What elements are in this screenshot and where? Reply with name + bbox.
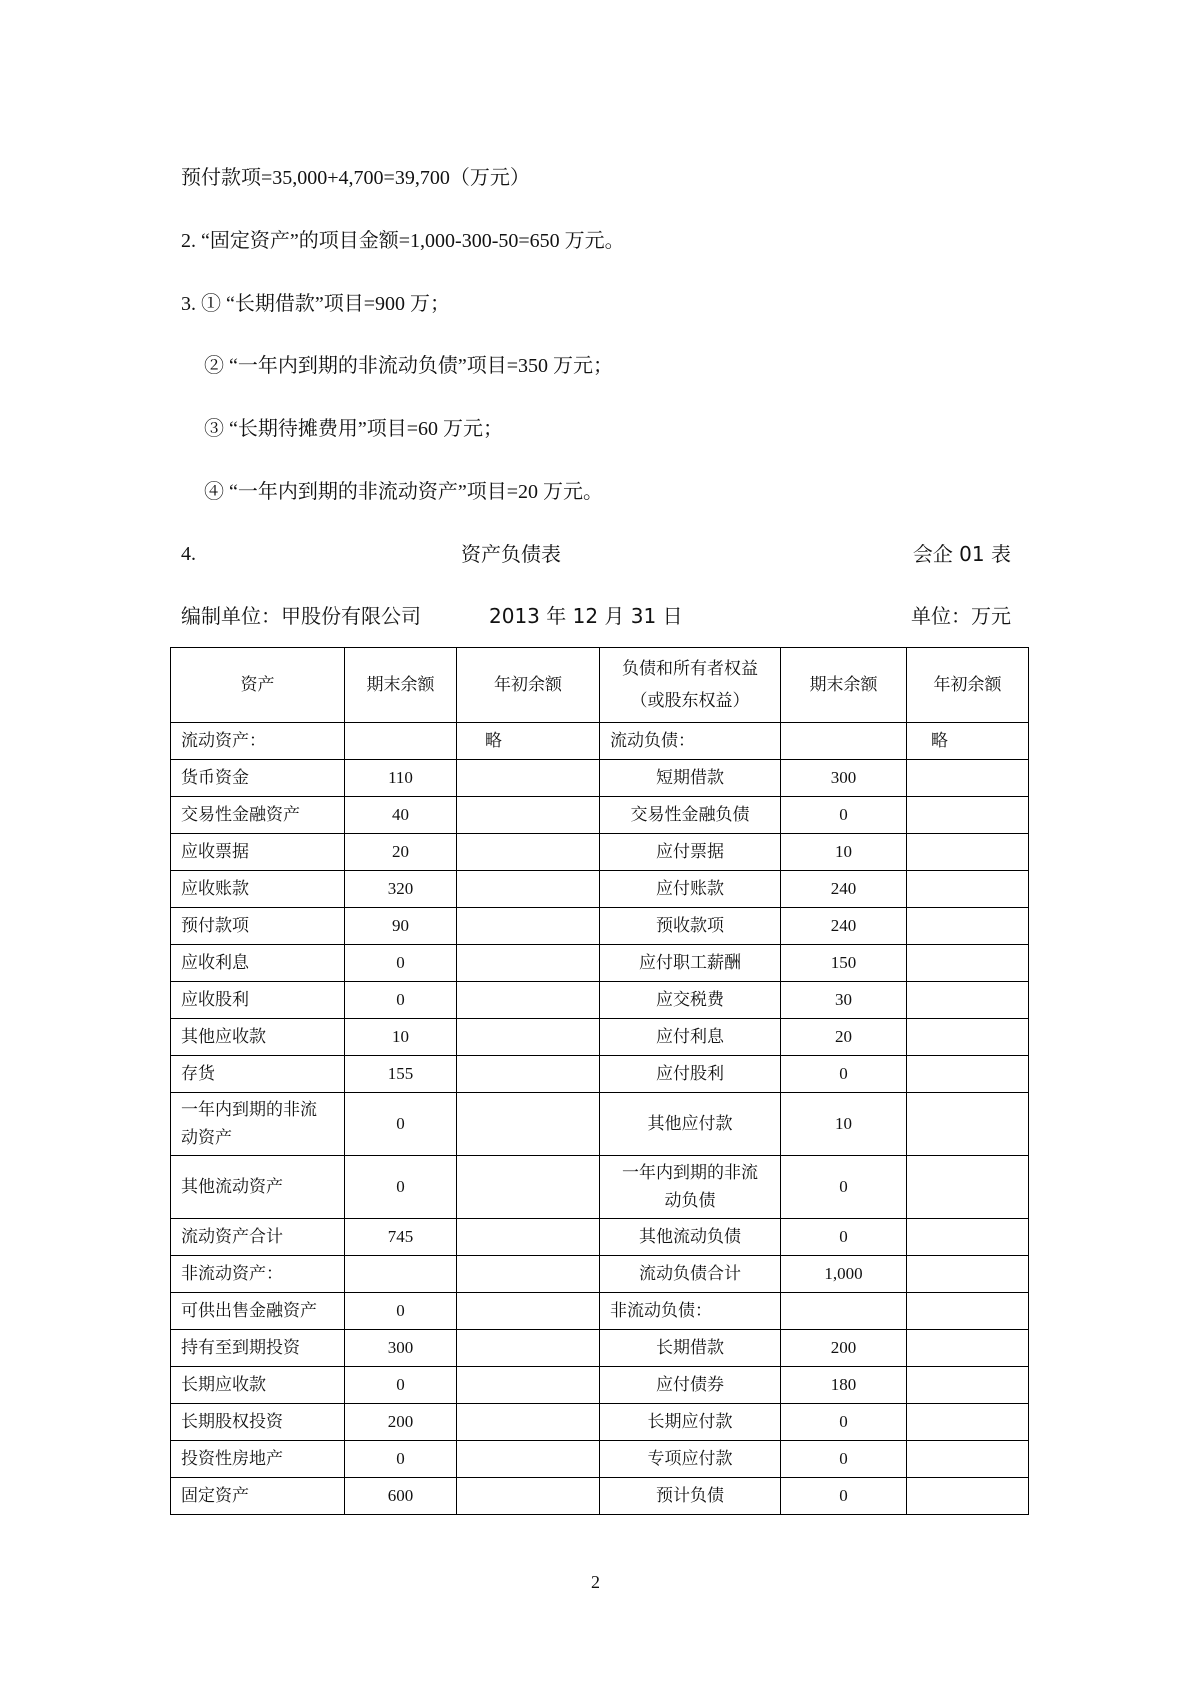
liability-name-cell: 其他流动负债 (600, 1219, 781, 1256)
sheet-title-row (181, 540, 1011, 568)
table-row (171, 908, 1029, 945)
asset-opening-cell (457, 1441, 600, 1478)
liability-closing-cell: 10 (781, 834, 907, 871)
asset-name-cell: 应收账款 (171, 871, 345, 908)
asset-closing-cell (345, 723, 457, 760)
asset-closing-cell: 10 (345, 1019, 457, 1056)
asset-name-cell: 其他应收款 (171, 1019, 345, 1056)
asset-opening-cell (457, 1478, 600, 1515)
liability-name-cell: 流动负债： (600, 723, 781, 760)
liability-closing-cell: 0 (781, 797, 907, 834)
table-row (171, 1367, 1029, 1404)
asset-closing-cell: 600 (345, 1478, 457, 1515)
note-current-portion-assets: ④ “一年内到期的非流动资产”项目=20 万元。 (204, 481, 604, 503)
asset-opening-cell (457, 1056, 600, 1093)
asset-closing-cell: 320 (345, 871, 457, 908)
liability-opening-cell (907, 908, 1029, 945)
liability-opening-cell (907, 1478, 1029, 1515)
asset-closing-cell: 90 (345, 908, 457, 945)
asset-closing-cell: 200 (345, 1404, 457, 1441)
asset-closing-cell: 0 (345, 945, 457, 982)
liability-opening-cell (907, 1093, 1029, 1156)
asset-name-cell: 预付款项 (171, 908, 345, 945)
asset-opening-cell (457, 1093, 600, 1156)
liability-opening-cell (907, 834, 1029, 871)
asset-name-cell: 应收股利 (171, 982, 345, 1019)
asset-name-cell: 固定资产 (171, 1478, 345, 1515)
liability-closing-cell: 200 (781, 1330, 907, 1367)
liability-opening-cell (907, 1256, 1029, 1293)
liability-name-cell: 预计负债 (600, 1478, 781, 1515)
asset-name-cell: 流动资产： (171, 723, 345, 760)
liability-name-cell: 专项应付款 (600, 1441, 781, 1478)
asset-name-cell: 其他流动资产 (171, 1156, 345, 1219)
asset-opening-cell (457, 1293, 600, 1330)
balance-sheet-table (170, 647, 1029, 1515)
table-row (171, 871, 1029, 908)
asset-closing-cell: 0 (345, 1293, 457, 1330)
asset-name-cell: 非流动资产： (171, 1256, 345, 1293)
table-header-row (171, 648, 1029, 723)
liability-opening-cell (907, 1219, 1029, 1256)
asset-name-cell: 投资性房地产 (171, 1441, 345, 1478)
liability-opening-cell (907, 1404, 1029, 1441)
note-fixed-assets: 2. “固定资产”的项目金额=1,000-300-50=650 万元。 (181, 230, 625, 252)
liability-name-cell: 其他应付款 (600, 1093, 781, 1156)
asset-closing-cell (345, 1256, 457, 1293)
table-row (171, 1441, 1029, 1478)
liability-closing-cell: 240 (781, 908, 907, 945)
liability-name-cell: 一年内到期的非流 动负债 (600, 1156, 781, 1219)
liability-name-cell: 非流动负债： (600, 1293, 781, 1330)
asset-opening-cell (457, 1404, 600, 1441)
asset-opening-cell (457, 1330, 600, 1367)
table-row (171, 1156, 1029, 1219)
sheet-title: 资产负债表 (461, 542, 561, 566)
liability-opening-cell (907, 1441, 1029, 1478)
asset-name-cell: 应收票据 (171, 834, 345, 871)
asset-name-cell: 可供出售金融资产 (171, 1293, 345, 1330)
liability-name-cell: 应付票据 (600, 834, 781, 871)
liability-name-cell: 应付股利 (600, 1056, 781, 1093)
table-row (171, 1219, 1029, 1256)
reporting-entity: 编制单位：甲股份有限公司 (181, 604, 421, 628)
table-row (171, 1404, 1029, 1441)
liability-opening-cell (907, 1293, 1029, 1330)
asset-opening-cell (457, 982, 600, 1019)
liability-closing-cell: 30 (781, 982, 907, 1019)
liability-opening-cell (907, 760, 1029, 797)
table-row (171, 834, 1029, 871)
asset-name-cell: 货币资金 (171, 760, 345, 797)
liability-name-cell: 应付债券 (600, 1367, 781, 1404)
asset-closing-cell: 0 (345, 1156, 457, 1219)
header-closing-balance: 期末余额 (345, 648, 457, 723)
asset-closing-cell: 155 (345, 1056, 457, 1093)
header-assets: 资产 (171, 648, 345, 723)
asset-closing-cell: 110 (345, 760, 457, 797)
asset-opening-cell (457, 1367, 600, 1404)
asset-closing-cell: 300 (345, 1330, 457, 1367)
liability-name-cell: 交易性金融负债 (600, 797, 781, 834)
liability-closing-cell: 0 (781, 1156, 907, 1219)
asset-opening-cell (457, 760, 600, 797)
note-prepayments: 预付款项=35,000+4,700=39,700（万元） (181, 167, 530, 189)
table-row (171, 1478, 1029, 1515)
liability-opening-cell (907, 797, 1029, 834)
liability-closing-cell: 0 (781, 1441, 907, 1478)
asset-opening-cell (457, 1156, 600, 1219)
liability-name-cell: 流动负债合计 (600, 1256, 781, 1293)
liability-opening-cell (907, 945, 1029, 982)
asset-opening-cell (457, 797, 600, 834)
liability-opening-cell: 略 (907, 723, 1029, 760)
asset-opening-cell (457, 908, 600, 945)
header-liabilities-equity: 负债和所有者权益 （或股东权益） (600, 648, 781, 723)
asset-name-cell: 一年内到期的非流 动资产 (171, 1093, 345, 1156)
page-number: 2 (591, 1572, 600, 1592)
liability-name-cell: 应付职工薪酬 (600, 945, 781, 982)
liability-opening-cell (907, 1019, 1029, 1056)
asset-opening-cell (457, 1219, 600, 1256)
asset-opening-cell (457, 945, 600, 982)
liability-closing-cell (781, 723, 907, 760)
liability-name-cell: 长期借款 (600, 1330, 781, 1367)
section-number: 4. (181, 543, 196, 565)
liability-name-cell: 应付利息 (600, 1019, 781, 1056)
asset-name-cell: 长期应收款 (171, 1367, 345, 1404)
table-row (171, 1256, 1029, 1293)
table-row (171, 1330, 1029, 1367)
asset-closing-cell: 0 (345, 1093, 457, 1156)
asset-name-cell: 持有至到期投资 (171, 1330, 345, 1367)
asset-closing-cell: 0 (345, 982, 457, 1019)
asset-closing-cell: 20 (345, 834, 457, 871)
note-long-term-loans: 3. ① “长期借款”项目=900 万； (181, 293, 451, 315)
asset-name-cell: 流动资产合计 (171, 1219, 345, 1256)
liability-opening-cell (907, 1367, 1029, 1404)
liability-name-cell: 短期借款 (600, 760, 781, 797)
liability-opening-cell (907, 871, 1029, 908)
liability-opening-cell (907, 1156, 1029, 1219)
liability-closing-cell: 240 (781, 871, 907, 908)
liability-closing-cell (781, 1293, 907, 1330)
table-row (171, 1019, 1029, 1056)
asset-name-cell: 长期股权投资 (171, 1404, 345, 1441)
liability-closing-cell: 300 (781, 760, 907, 797)
liability-opening-cell (907, 982, 1029, 1019)
liability-name-cell: 预收款项 (600, 908, 781, 945)
liability-closing-cell: 0 (781, 1404, 907, 1441)
liability-closing-cell: 180 (781, 1367, 907, 1404)
asset-closing-cell: 745 (345, 1219, 457, 1256)
table-row (171, 760, 1029, 797)
table-row (171, 945, 1029, 982)
liability-closing-cell: 10 (781, 1093, 907, 1156)
note-long-term-prepaid: ③ “长期待摊费用”项目=60 万元； (204, 418, 504, 440)
table-row (171, 1093, 1029, 1156)
report-date: 2013 年 12 月 31 日 (489, 604, 683, 628)
sheet-meta-row (181, 602, 1011, 630)
table-row (171, 1293, 1029, 1330)
liability-closing-cell: 20 (781, 1019, 907, 1056)
liability-closing-cell: 150 (781, 945, 907, 982)
currency-unit: 单位：万元 (911, 604, 1011, 628)
table-row (171, 982, 1029, 1019)
header-opening-balance: 年初余额 (907, 648, 1029, 723)
liability-closing-cell: 1,000 (781, 1256, 907, 1293)
asset-closing-cell: 0 (345, 1441, 457, 1478)
liability-closing-cell: 0 (781, 1219, 907, 1256)
asset-closing-cell: 0 (345, 1367, 457, 1404)
note-current-portion-liabilities: ② “一年内到期的非流动负债”项目=350 万元； (204, 355, 614, 377)
asset-opening-cell: 略 (457, 723, 600, 760)
liability-name-cell: 应交税费 (600, 982, 781, 1019)
header-opening-balance: 年初余额 (457, 648, 600, 723)
asset-name-cell: 应收利息 (171, 945, 345, 982)
asset-opening-cell (457, 834, 600, 871)
table-row (171, 723, 1029, 760)
asset-name-cell: 存货 (171, 1056, 345, 1093)
table-row (171, 797, 1029, 834)
liability-opening-cell (907, 1056, 1029, 1093)
header-closing-balance: 期末余额 (781, 648, 907, 723)
liability-closing-cell: 0 (781, 1478, 907, 1515)
liability-closing-cell: 0 (781, 1056, 907, 1093)
asset-opening-cell (457, 871, 600, 908)
liability-name-cell: 应付账款 (600, 871, 781, 908)
liability-opening-cell (907, 1330, 1029, 1367)
table-row (171, 1056, 1029, 1093)
form-code: 会企 01 表 (912, 542, 1011, 566)
asset-opening-cell (457, 1019, 600, 1056)
liability-name-cell: 长期应付款 (600, 1404, 781, 1441)
asset-opening-cell (457, 1256, 600, 1293)
asset-closing-cell: 40 (345, 797, 457, 834)
asset-name-cell: 交易性金融资产 (171, 797, 345, 834)
